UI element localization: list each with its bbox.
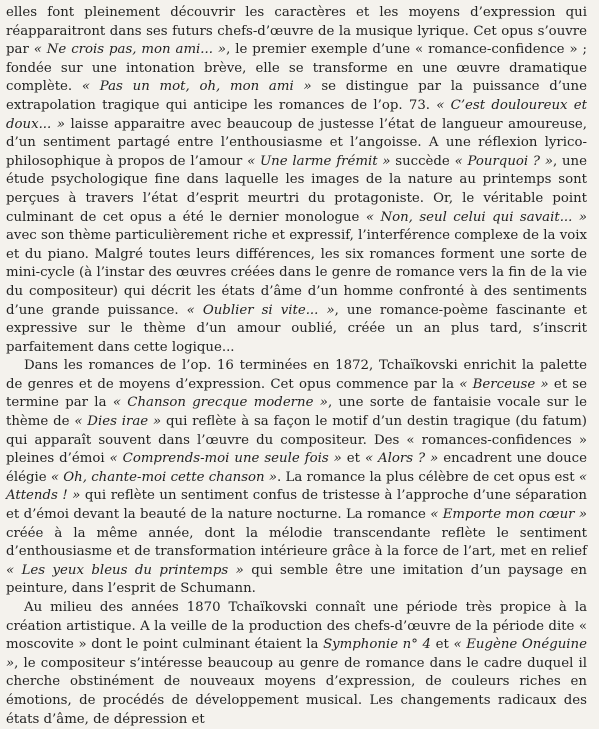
paragraph-text: , une sorte de fantaisie vocale sur le thème de <box>6 395 587 430</box>
italic-title-text: « Alors ? » <box>364 451 439 467</box>
paragraph-text: elles font pleinement découvrir les caractères et les moyens d’expression qui réapparaitront dans ses futurs chefs-d’œuvre de la musique lyrique. Cet opus s’ouvre par <box>6 5 587 58</box>
paragraph-text: qui reflète à sa façon le motif d’un destin tragique (du fatum) qui apparaît souvent dans l’œuvre du compositeur. Des « romances-confidences » pleines d’émoi <box>6 414 587 467</box>
paragraph-text: laisse apparaitre avec beaucoup de justesse l’état de langueur amoureuse, d’un sentiment partagé entre l’enthousiasme et l’angoisse. A une réflexion lyrico-philosophique à propos de l’amour <box>6 116 587 169</box>
paragraph-text: qui reflète un sentiment confus de tristesse à l’approche d’une séparation et d’émoi devant la beauté de la nature nocturne. La romance <box>6 488 587 523</box>
paragraph-text: Au milieu des années 1870 Tchaïkovski connaît une période très propice à la création artistique. A la veille de la production des chefs-d’œuvre de la période dite « moscovite » dont le point culminant étaient la <box>6 600 587 653</box>
italic-title-text: « Ne crois pas, mon ami... » <box>33 42 227 58</box>
italic-title-text: « C’est douloureux et doux... » <box>6 97 587 132</box>
paragraph-text: . La romance la plus célèbre de cet opus est <box>277 469 579 485</box>
paragraph-text: avec son thème particulièrement riche et expressif, l’interférence complexe de la voix et du piano. Malgré toutes leurs différences, les six romances forment une sorte de mini-cycle (à l’instar des œuvres créées dans le genre de romance vers la fin de la vie du compositeur) qui décrit les états d’âme d’un homme confronté à des sentiments d’une grande puissance. <box>6 228 587 318</box>
italic-title-text: Symphonie n° 4 <box>323 637 431 653</box>
paragraph-text: créée à la même année, dont la mélodie transcendante reflète le sentiment d’enthousiasme et de transformation intérieure grâce à la force de l’art, met en relief <box>6 525 587 560</box>
body-paragraph <box>6 4 587 357</box>
italic-title-text: « Emporte mon cœur » <box>430 507 587 523</box>
paragraph-text: qui semble être une imitation d’un paysage en peinture, dans l’esprit de Schumann. <box>6 562 587 597</box>
italic-title-text: « Dies irae » <box>74 414 162 430</box>
paragraph-text: et se termine par la <box>6 376 588 411</box>
paragraph-text: , une étude psychologique fine dans laquelle les images de la nature au printemps sont perçues à travers l’état d’esprit meurtri du protagoniste. Or, le véritable point culminant de cet opus a été le dernier monologue <box>6 153 587 225</box>
paragraph-text: et <box>341 451 365 467</box>
italic-title-text: « Berceuse » <box>459 376 549 392</box>
body-paragraph <box>6 357 587 599</box>
italic-title-text: « Attends ! » <box>6 469 587 504</box>
italic-title-text: « Comprends-moi une seule fois » <box>109 451 342 467</box>
paragraph-text: , une romance-poème fascinante et expressive sur le thème d’un amour oublié, créée un an plus tard, s’inscrit parfaitement dans cette logique... <box>6 302 587 355</box>
italic-title-text: « Pas un mot, oh, mon ami » <box>81 79 312 95</box>
italic-title-text: « Chanson grecque moderne » <box>112 395 328 411</box>
italic-title-text: « Pourquoi ? » <box>454 153 553 169</box>
italic-title-text: « Eugène Onéguine » <box>6 637 587 671</box>
italic-title-text: « Les yeux bleus du printemps » <box>6 562 244 578</box>
paragraph-text: encadrent une douce élégie <box>6 451 587 485</box>
body-paragraph <box>6 599 587 729</box>
italic-title-text: « Non, seul celui qui savait... » <box>365 209 587 225</box>
italic-title-text: « Une larme frémit » <box>247 153 391 169</box>
italic-title-text: « Oh, chante-moi cette chanson » <box>50 469 277 485</box>
paragraph-text: succède <box>390 153 455 169</box>
paragraph-text: , le premier exemple d’une « romance-confidence » ; fondée sur une intonation brève, elle se transforme en une œuvre dramatique complète. <box>6 42 587 95</box>
paragraph-text: et <box>430 637 454 653</box>
italic-title-text: « Oublier si vite... » <box>186 302 335 318</box>
paragraph-text: se distingue par la puissance d’une extrapolation tragique qui anticipe les romances de l’op. 73. <box>6 79 587 113</box>
paragraph-text: Dans les romances de l’op. 16 terminées en 1872, Tchaïkovski enrichit la palette de genres et de moyens d’expression. Cet opus commence par la <box>6 358 587 392</box>
paragraph-text: , le compositeur s’intéresse beaucoup au genre de romance dans le cadre duquel il cherche obstinément de nouveaux moyens d’expression, de couleurs riches en émotions, de procédés de développement musical. Les changements radicaux des états d’âme, de dépression et <box>6 655 587 727</box>
